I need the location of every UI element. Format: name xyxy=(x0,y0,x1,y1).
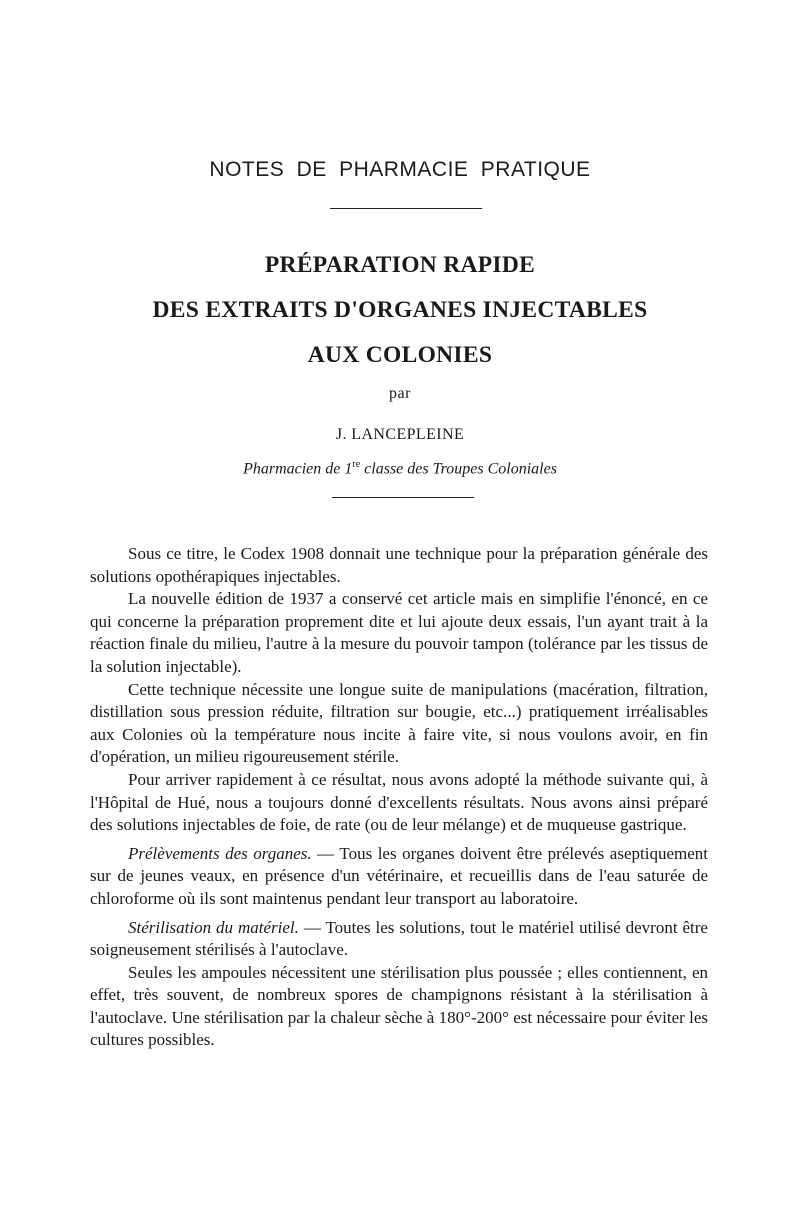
affiliation-prefix: Pharmacien de 1 xyxy=(243,460,353,478)
paragraph-organ-sampling xyxy=(90,843,708,911)
article-title-line-3: AUX COLONIES xyxy=(307,342,493,368)
byline-par: par xyxy=(389,385,411,402)
paragraph-ampoules: Seules les ampoules nécessitent une stérilisation plus poussée ; elles contiennent, en effet, très souvent, de nombreux spores de champignons résistant à la stérilisation à l'autoclave. Une stérilisation par la chaleur sèche à 180°-200° est nécessaire pour éviter les cultures possibles. xyxy=(90,962,708,1050)
paragraph-sterilization xyxy=(90,917,708,962)
author-affiliation xyxy=(0,459,800,478)
article-title-line-1: PRÉPARATION RAPIDE xyxy=(264,252,536,278)
byline-rule xyxy=(332,497,474,498)
author-name: J. LANCEPLEINE xyxy=(335,426,465,443)
article-body xyxy=(90,543,708,1052)
heading-rule xyxy=(330,208,482,209)
affiliation-suffix: classe des Troupes Coloniales xyxy=(360,460,557,478)
paragraph-technique: Cette technique nécessite une longue suite de manipulations (macération, filtration, distillation sous pression réduite, filtration sur bougie, etc...) pratiquement irréalisables aux Colonies où la température nous incite à faire vite, si nous voulons avoir, en fin d'opération, un milieu rigoureusement stérile. xyxy=(90,679,708,767)
affiliation-superscript: re xyxy=(352,459,361,470)
subsection-lead-organs: Prélèvements des organes. xyxy=(128,843,312,863)
paragraph-sterilization-text: — Toutes les solutions, tout le matériel utilisé devront être soigneusement stérilisés à l'autoclave. xyxy=(90,917,708,960)
paragraph-method: Pour arriver rapidement à ce résultat, nous avons adopté la méthode suivante qui, à l'Hôpital de Hué, nous a toujours donné d'excellents résultats. Nous avons ainsi préparé des solutions injectables de foie, de rate (ou de leur mélange) et de muqueuse gastrique. xyxy=(90,769,708,835)
paragraph-organ-sampling-text: — Tous les organes doivent être prélevés aseptiquement sur de jeunes veaux, en présence d'un vétérinaire, et recueillis dans de l'eau saturée de chloroforme où ils sont maintenus pendant leur transport au laboratoire. xyxy=(90,843,708,908)
paragraph-intro: Sous ce titre, le Codex 1908 donnait une technique pour la préparation générale des solutions opothérapiques injectables. xyxy=(90,544,708,586)
subsection-lead-sterilization: Stérilisation du matériel. xyxy=(128,917,299,937)
article-title-line-2: DES EXTRAITS D'ORGANES INJECTABLES xyxy=(152,297,648,323)
paragraph-codex-1937: La nouvelle édition de 1937 a conservé cet article mais en simplifie l'énoncé, en ce qui concerne la préparation proprement dite et lui ajoute deux essais, l'un ayant trait à la réaction finale du milieu, l'autre à la mesure du pouvoir tampon (tolérance par les tissus de la solution injectable). xyxy=(90,589,708,676)
section-heading: NOTES DE PHARMACIE PRATIQUE xyxy=(209,158,591,181)
